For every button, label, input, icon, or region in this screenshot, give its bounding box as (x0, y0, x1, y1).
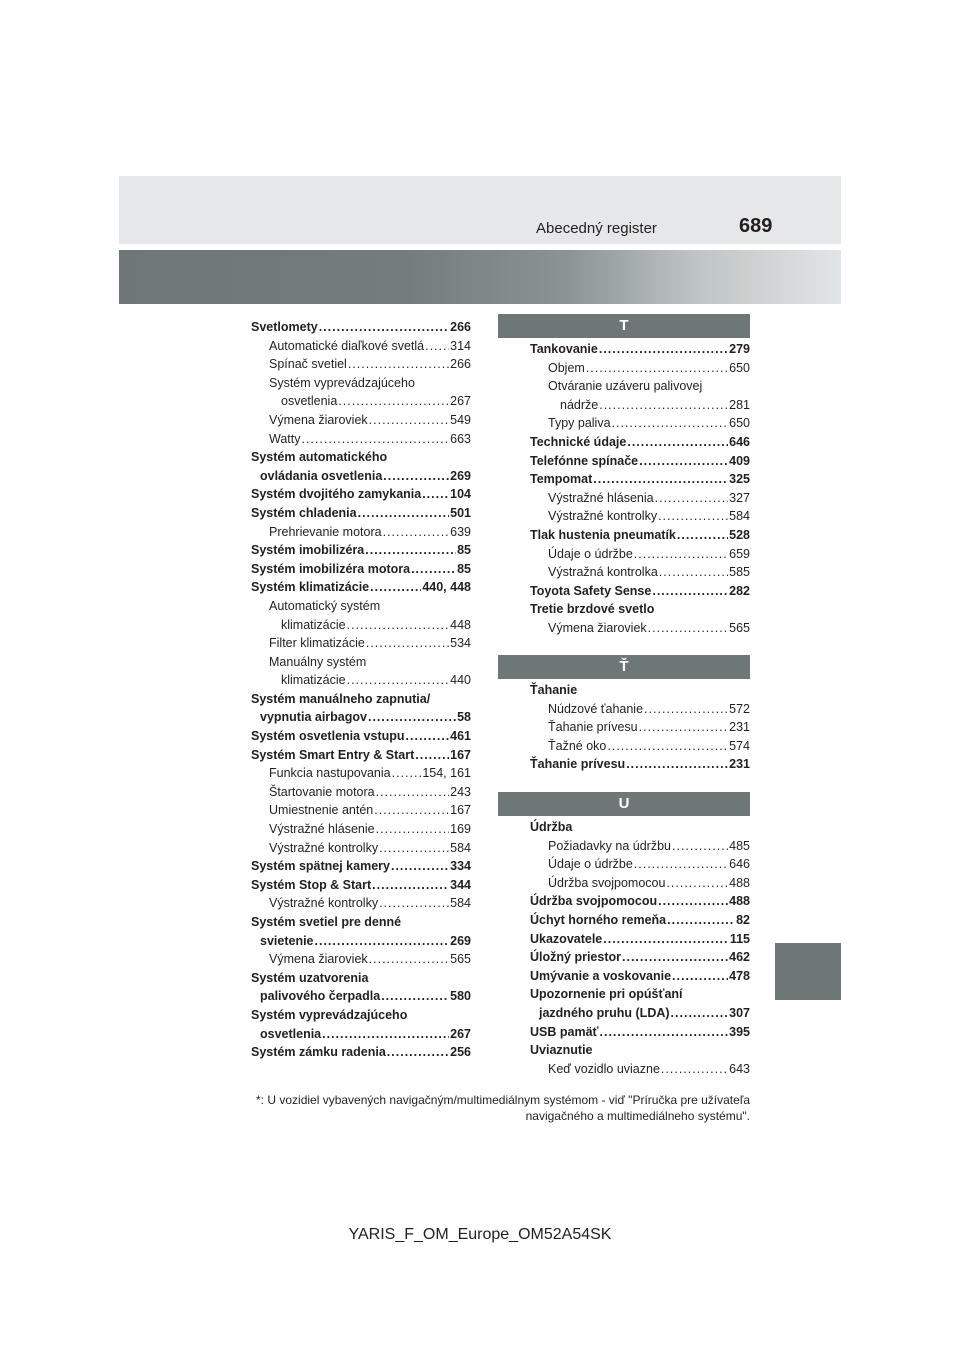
page-reference: 58 (457, 710, 471, 725)
index-heading: Systém vyprevádzajúceho (269, 375, 415, 390)
footnote-line-2: navigačného a multimediálneho systému". (525, 1109, 750, 1123)
dot-leader (387, 1043, 449, 1062)
index-entry (530, 1060, 750, 1079)
dot-leader (658, 892, 728, 911)
dot-leader (672, 837, 728, 856)
page-reference: 167 (450, 747, 471, 762)
index-term: nádrže (560, 397, 599, 412)
index-term: jazdného pruhu (LDA) (539, 1005, 670, 1020)
page-reference: 154, 161 (422, 766, 471, 781)
dot-leader (666, 874, 728, 893)
dot-leader (425, 337, 449, 356)
page-reference: 580 (450, 989, 471, 1004)
index-term: Svetlomety (251, 320, 318, 334)
index-term: Systém chladenia (251, 505, 357, 520)
page-reference: 282 (729, 583, 750, 598)
index-term: Výstražné kontrolky (269, 896, 379, 911)
index-entry (530, 470, 750, 489)
index-entry (530, 396, 750, 415)
index-entry (530, 563, 750, 582)
dot-leader (348, 355, 449, 374)
dot-leader (381, 987, 449, 1006)
index-entry (530, 718, 750, 737)
index-term: Ukazovatele (530, 931, 603, 946)
page-reference: 650 (729, 360, 750, 375)
index-entry (530, 414, 750, 433)
page-reference: 325 (729, 472, 750, 487)
index-entry (251, 485, 471, 504)
index-heading: Uviaznutie (530, 1043, 593, 1058)
index-term: Ťažné oko (548, 738, 607, 753)
index-entry (530, 619, 750, 638)
page-reference: 549 (450, 412, 471, 427)
page-reference: 167 (450, 803, 471, 818)
dot-leader (366, 634, 449, 653)
index-term: Požiadavky na údržbu (548, 838, 671, 853)
index-term: Keď vozidlo uviazne (548, 1061, 660, 1076)
index-term: Telefónne spínače (530, 453, 639, 468)
index-term: klimatizácie (281, 617, 346, 632)
index-term: Objem (548, 360, 585, 375)
dot-leader (667, 911, 735, 930)
index-term: USB pamäť (530, 1024, 599, 1039)
page-reference: 307 (729, 1005, 750, 1020)
index-entry (251, 560, 471, 579)
page-reference: 585 (729, 565, 750, 580)
page-reference: 650 (729, 416, 750, 431)
dot-leader (358, 504, 450, 523)
page-reference: 584 (450, 840, 471, 855)
index-entry (251, 801, 471, 820)
index-entry (530, 930, 750, 949)
index-entry (251, 764, 471, 783)
index-entry (251, 541, 471, 560)
dot-leader (370, 578, 421, 597)
dot-leader (415, 746, 449, 765)
index-term: Systém imobilizéra motora (251, 561, 411, 576)
page-reference: 267 (450, 394, 471, 409)
index-term: Tankovanie (530, 342, 598, 356)
index-entry (251, 950, 471, 969)
index-entry (251, 857, 471, 876)
page-reference: 231 (729, 720, 750, 735)
dot-leader (365, 541, 456, 560)
dot-leader (655, 489, 729, 508)
index-entry (251, 523, 471, 542)
index-entry (251, 876, 471, 895)
dot-leader (652, 582, 728, 601)
dot-leader (677, 526, 728, 545)
page-reference: 243 (450, 784, 471, 799)
dot-leader (315, 932, 450, 951)
dot-leader (369, 950, 449, 969)
page-reference: 267 (450, 1026, 471, 1041)
index-term: Funkcia nastupovania (269, 766, 391, 781)
dot-leader (661, 1060, 728, 1079)
index-entry (251, 355, 471, 374)
index-heading: Ťahanie (530, 683, 578, 697)
page-reference: 231 (729, 757, 750, 772)
index-entry (530, 892, 750, 911)
dot-leader (391, 857, 449, 876)
index-term: Výmena žiaroviek (269, 952, 368, 967)
index-term: Úchyt horného remeňa (530, 912, 667, 927)
page-reference: 82 (736, 912, 750, 927)
index-entry (530, 433, 750, 452)
index-entry (251, 820, 471, 839)
page-reference: 85 (457, 561, 471, 576)
index-term: Systém klimatizácie (251, 580, 370, 595)
index-entry (251, 337, 471, 356)
index-entry (251, 708, 471, 727)
page-reference: 572 (729, 701, 750, 716)
page-reference: 462 (729, 950, 750, 965)
index-section-u (530, 818, 750, 1078)
dot-leader (586, 359, 728, 378)
index-section-t-caron (530, 681, 750, 774)
dot-leader (379, 894, 449, 913)
index-entry (251, 467, 471, 486)
dot-leader (372, 876, 449, 895)
dot-leader (599, 396, 728, 415)
dot-leader (406, 727, 450, 746)
dot-leader (599, 340, 728, 359)
page-reference: 334 (450, 859, 471, 874)
index-entry (530, 967, 750, 986)
index-entry (530, 340, 750, 359)
index-term: Ťahanie prívesu (548, 720, 638, 735)
index-entry (530, 755, 750, 774)
page-reference: 327 (729, 490, 750, 505)
index-entry (251, 894, 471, 913)
page-reference: 485 (729, 838, 750, 853)
index-entry (530, 1004, 750, 1023)
page-reference: 584 (450, 896, 471, 911)
page-reference: 488 (729, 875, 750, 890)
index-term: Výstražná kontrolka (548, 565, 658, 580)
page-reference: 314 (450, 338, 471, 353)
index-term: palivového čerpadla (260, 989, 381, 1004)
index-entry (251, 1043, 471, 1062)
index-column-left (251, 318, 471, 1062)
index-term: Watty (269, 431, 301, 446)
index-entry (251, 392, 471, 411)
index-entry (530, 855, 750, 874)
page-reference: 534 (450, 636, 471, 651)
index-heading: Tretie brzdové svetlo (530, 602, 655, 617)
page-reference: 269 (450, 933, 471, 948)
index-term: Systém Stop & Start (251, 877, 372, 892)
dot-leader (319, 318, 449, 337)
dot-leader (671, 1004, 729, 1023)
index-term: Systém Smart Entry & Start (251, 747, 415, 762)
page-reference: 395 (729, 1024, 750, 1039)
index-entry (251, 746, 471, 765)
page-reference: 266 (450, 320, 471, 334)
page-reference: 659 (729, 546, 750, 561)
index-term: Výstražné kontrolky (548, 509, 658, 524)
section-header-u: U (498, 792, 750, 816)
dot-leader (612, 414, 729, 433)
page-reference: 440 (450, 673, 471, 688)
index-term: Údržba svojpomocou (548, 875, 666, 890)
dot-leader (634, 545, 728, 564)
page-reference: 115 (729, 931, 750, 946)
index-entry (251, 634, 471, 653)
dot-leader (338, 392, 449, 411)
index-term: Systém zámku radenia (251, 1045, 386, 1060)
index-term: Typy paliva (548, 416, 611, 431)
index-term: Ťahanie prívesu (530, 757, 626, 772)
index-term: Systém dvojitého zamykania (251, 487, 422, 502)
dot-leader (369, 411, 449, 430)
dot-leader (322, 1025, 449, 1044)
page-number: 689 (739, 215, 773, 237)
dot-leader (383, 467, 449, 486)
index-term: ovládania osvetlenia (260, 468, 383, 483)
dot-leader (644, 700, 728, 719)
dot-leader (347, 671, 450, 690)
index-term: Výstražné kontrolky (269, 840, 379, 855)
index-heading: Systém svetiel pre denné (251, 915, 402, 929)
index-entry (530, 526, 750, 545)
index-term: osvetlenia (260, 1026, 322, 1041)
section-header-t-caron: Ť (498, 655, 750, 679)
index-entry (251, 783, 471, 802)
dot-leader (376, 820, 450, 839)
index-term: Systém imobilizéra (251, 543, 365, 558)
index-entry (530, 452, 750, 471)
page-reference: 565 (450, 952, 471, 967)
dot-leader (600, 1023, 729, 1042)
dot-leader (639, 452, 728, 471)
header-bar (119, 176, 841, 244)
page-reference: 643 (729, 1061, 750, 1076)
index-term: Automatické diaľkové svetlá (269, 338, 425, 353)
page-reference: 478 (729, 968, 750, 983)
index-entry (530, 582, 750, 601)
index-term: Údaje o údržbe (548, 857, 633, 872)
dot-leader (627, 433, 728, 452)
index-heading: Automatický systém (269, 598, 381, 613)
page-reference: 266 (450, 357, 471, 372)
page-reference: 269 (450, 468, 471, 483)
index-term: Technické údaje (530, 434, 627, 449)
dot-leader (383, 523, 450, 542)
index-term: Umiestnenie antén (269, 803, 374, 818)
index-term: Výmena žiaroviek (269, 412, 368, 427)
index-term: Umývanie a voskovanie (530, 968, 672, 983)
page-reference: 639 (450, 524, 471, 539)
dot-leader (376, 783, 450, 802)
dot-leader (622, 948, 728, 967)
page-reference: 488 (729, 894, 750, 909)
dot-leader (607, 737, 728, 756)
page-reference: 663 (450, 431, 471, 446)
dot-leader (374, 801, 449, 820)
index-term: Prehrievanie motora (269, 524, 382, 539)
index-term: Tlak hustenia pneumatík (530, 527, 676, 542)
index-heading: Systém uzatvorenia (251, 970, 369, 985)
dot-leader (634, 855, 728, 874)
index-term: vypnutia airbagov (260, 710, 367, 725)
index-entry (530, 737, 750, 756)
index-heading: Údržba (530, 820, 573, 834)
index-entry (530, 545, 750, 564)
index-heading: Systém manuálneho zapnutia/ (251, 691, 431, 706)
index-term: svietenie (260, 933, 314, 948)
page-reference: 440, 448 (422, 580, 471, 595)
page-reference: 646 (729, 434, 750, 449)
index-entry (251, 430, 471, 449)
index-entry (530, 700, 750, 719)
page-reference: 574 (729, 738, 750, 753)
index-entry (251, 578, 471, 597)
index-section-t (530, 340, 750, 638)
dot-leader (368, 708, 456, 727)
index-entry (251, 987, 471, 1006)
index-term: Filter klimatizácie (269, 636, 365, 651)
index-term: Toyota Safety Sense (530, 583, 652, 598)
index-entry (530, 948, 750, 967)
index-heading: Systém automatického (251, 450, 388, 465)
decorative-gradient-bar (119, 250, 841, 304)
index-entry (251, 1025, 471, 1044)
index-entry (530, 359, 750, 378)
document-footer: YARIS_F_OM_Europe_OM52A54SK (348, 1226, 612, 1243)
chapter-side-tab (775, 943, 841, 1000)
page-reference: 281 (729, 397, 750, 412)
index-entry (251, 839, 471, 858)
dot-leader (659, 563, 728, 582)
page-reference: 501 (450, 505, 471, 520)
dot-leader (379, 839, 449, 858)
index-entry (530, 489, 750, 508)
index-entry (251, 616, 471, 635)
page-reference: 344 (450, 877, 471, 892)
index-heading: Otváranie uzáveru palivovej (548, 379, 703, 394)
page-reference: 448 (450, 617, 471, 632)
index-entry (251, 504, 471, 523)
index-term: Údaje o údržbe (548, 546, 633, 561)
dot-leader (658, 507, 728, 526)
page-reference: 565 (729, 620, 750, 635)
page-reference: 646 (729, 857, 750, 872)
index-term: Výstražné hlásenia (548, 490, 654, 505)
page-reference: 409 (729, 453, 750, 468)
dot-leader (672, 967, 728, 986)
page-reference: 461 (450, 729, 471, 744)
index-heading: Manuálny systém (269, 654, 367, 669)
index-term: Núdzové ťahanie (548, 701, 644, 716)
index-entry (530, 837, 750, 856)
page-reference: 279 (729, 342, 750, 356)
page-reference: 528 (729, 527, 750, 542)
page-reference: 85 (457, 543, 471, 558)
index-term: Spínač svetiel (269, 357, 347, 372)
index-entry (530, 874, 750, 893)
index-term: Údržba svojpomocou (530, 894, 658, 909)
index-term: Výstražné hlásenie (269, 822, 375, 837)
dot-leader (422, 485, 449, 504)
index-term: osvetlenia (281, 394, 338, 409)
dot-leader (301, 430, 449, 449)
index-entry (251, 727, 471, 746)
page-reference: 584 (729, 509, 750, 524)
dot-leader (347, 616, 450, 635)
index-term: Úložný priestor (530, 950, 621, 965)
dot-leader (392, 764, 422, 783)
index-entry (530, 507, 750, 526)
index-term: Štartovanie motora (269, 784, 375, 799)
index-term: Tempomat (530, 472, 593, 487)
index-entry (251, 671, 471, 690)
page-reference: 256 (450, 1045, 471, 1060)
dot-leader (648, 619, 728, 638)
dot-leader (639, 718, 729, 737)
index-entry (530, 1023, 750, 1042)
index-heading: Systém vyprevádzajúceho (251, 1007, 408, 1022)
index-term: Systém osvetlenia vstupu (251, 729, 405, 744)
index-term: Systém spätnej kamery (251, 859, 390, 874)
dot-leader (411, 560, 456, 579)
index-term: Výmena žiaroviek (548, 620, 647, 635)
page-reference: 169 (450, 822, 471, 837)
index-heading: Upozornenie pri opúšťaní (530, 987, 683, 1002)
section-title: Abecedný register (536, 220, 657, 237)
page-reference: 104 (450, 487, 471, 502)
footnote-line-1: *: U vozidiel vybavených navigačným/multimediálnym systémom - viď "Príručka pre užívateľa (256, 1093, 750, 1107)
index-entry (251, 318, 471, 337)
footnote (210, 1092, 750, 1124)
dot-leader (603, 930, 729, 949)
index-entry (251, 411, 471, 430)
index-entry (530, 911, 750, 930)
index-term: klimatizácie (281, 673, 346, 688)
index-entry (251, 932, 471, 951)
section-header-t: T (498, 314, 750, 338)
dot-leader (593, 470, 728, 489)
dot-leader (626, 755, 728, 774)
